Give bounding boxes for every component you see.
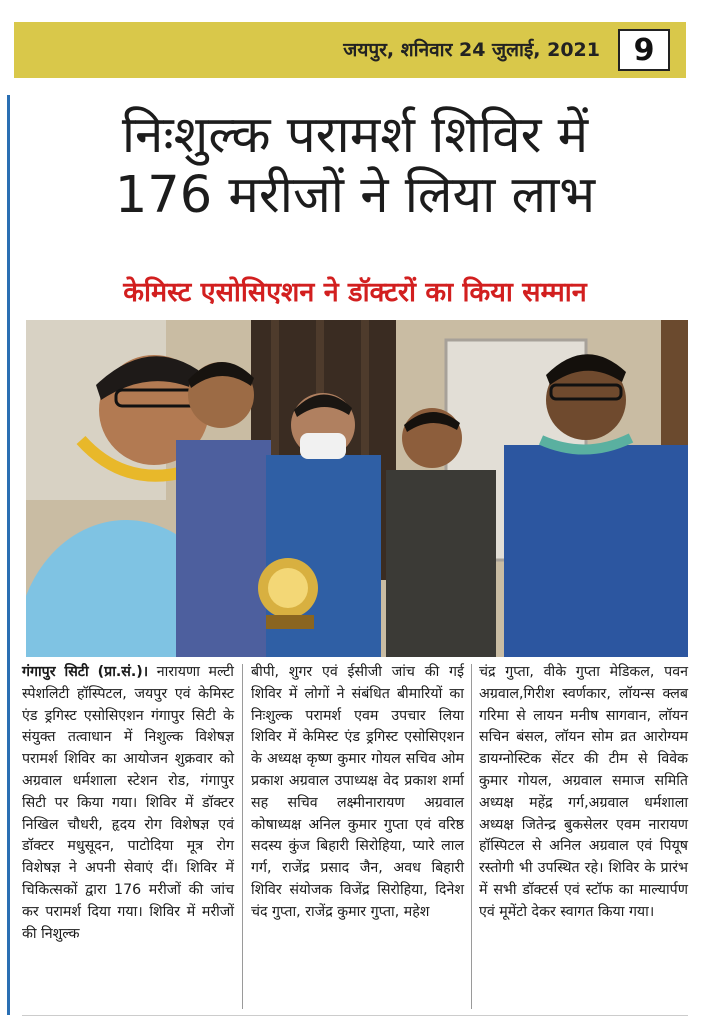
headline-line-2: 176 मरीजों ने लिया लाभ: [114, 166, 596, 225]
headline-line-1: निःशुल्क परामर्श शिविर में: [121, 106, 589, 165]
subheadline: केमिस्ट एसोसिएशन ने डॉक्टरों का किया सम्मान: [123, 277, 587, 308]
news-photo: [26, 320, 688, 657]
bottom-rule: [22, 1015, 688, 1016]
header-band: [14, 22, 686, 78]
left-rule: [7, 95, 10, 1015]
article-column-2: बीपी, शुगर एवं ईसीजी जांच की गई शिविर में लोगों ने संबंधित बीमारियों का निःशुल्क परामर्श एवम उपचार लिया शिविर में केमिस्ट एंड ड्रगिस्ट एसोसिएशन के अध्यक्ष कृष्ण कुमार गोयल सचिव ओम प्रकाश अग्रवाल उपाध्यक्ष वेद प्रकाश शर्मा सह सचिव लक्ष्मीनारायण अग्रवाल कोषाध्यक्ष अनिल कुमार गुप्ता एवं वरिष्ठ सदस्य कुंज बिहारी सिरोहिया, प्यारे लाल गर्ग, राजेंद्र प्रसाद जैन, अवध बिहारी शिविर संयोजक विजेंद्र सिरोहिया, दिनेश चंद गुप्ता, राजेंद्र कुमार गुप्ता, महेश: [251, 664, 464, 920]
article-column-3: चंद्र गुप्ता, वीके गुप्ता मेडिकल, पवन अग्रवाल,गिरीश स्वर्णकार, लॉयन्स क्लब गरिमा से लायन मनीष सागवान, लॉयन सचिन बंसल, लॉयन सोम व्रत आरोग्यम डायग्नोस्टिक सेंटर की टीम से विवेक कुमार गोयल, अग्रवाल समाज समिति अध्यक्ष महेंद्र गर्ग,अग्रवाल धर्मशाला अध्यक्ष जितेन्द्र बुकसेलर एवम नारायण हॉस्पिटल से अनिल अग्रवाल एवं पियूष रस्तोगी भी उपस्थित रहे। शिविर के प्रारंभ में सभी डॉक्टर्स एवं स्टॉफ का माल्यार्पण एवं मूमेंटो देकर स्वागत किया गया।: [479, 664, 688, 920]
page-number: 9: [618, 29, 670, 71]
article-column-1: [22, 662, 234, 1012]
news-photo-illustration: [26, 320, 688, 657]
article-dateline: गंगापुर सिटी (प्रा.सं.)।: [22, 664, 149, 680]
column-divider: [242, 664, 243, 1009]
column-divider: [471, 664, 472, 1009]
article-col1-text: नारायणा मल्टी स्पेशलिटी हॉस्पिटल, जयपुर एवं केमिस्ट एंड ड्रगिस्ट एसोसिएशन गंगापुर सिटी के संयुक्त तत्वाधान में निशुल्क विशेषज्ञ परामर्श शिविर का आयोजन शुक्रवार को अग्रवाल धर्मशाला स्टेशन रोड, गंगापुर सिटी पर किया गया। शिविर में डॉक्टर निखिल चौधरी, हृदय रोग विशेषज्ञ एवं डॉक्टर मधुसूदन, पाटोदिया मूत्र रोग विशेषज्ञ ने अपनी सेवाएं दीं। शिविर में चिकित्सकों द्वारा 176 मरीजों की जांच कर परामर्श दिया गया। शिविर में मरीजों की निशुल्क: [22, 664, 234, 942]
headline: [22, 106, 688, 226]
header-dateline: जयपुर, शनिवार 24 जुलाई, 2021: [343, 39, 600, 61]
